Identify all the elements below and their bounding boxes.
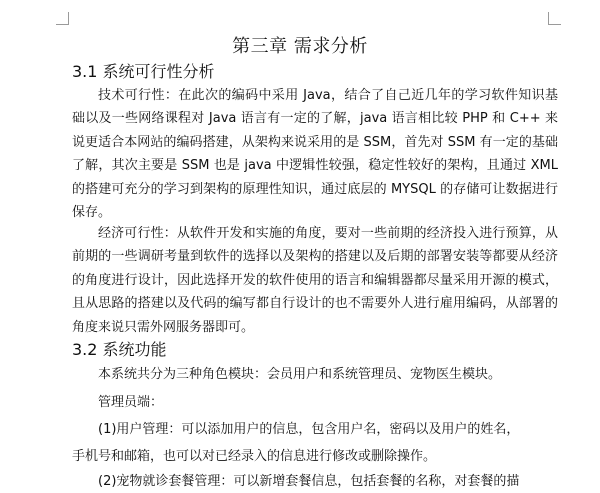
paragraph-roles-intro: 本系统共分为三种角色模块：会员用户和系统管理员、宠物医生模块。 xyxy=(98,367,502,382)
chapter-title: 第三章 需求分析 xyxy=(232,36,368,57)
section-heading-feasibility: 3.1 系统可行性分析 xyxy=(72,62,215,81)
list-item-package-management: (2)宠物就诊套餐管理：可以新增套餐信息，包括套餐的名称，对套餐的描 xyxy=(98,474,520,489)
list-item-user-management-continued: 手机号和邮箱，也可以对已经录入的信息进行修改或删除操作。 xyxy=(72,449,437,464)
crop-mark-top-left xyxy=(56,12,69,25)
crop-mark-top-right xyxy=(548,12,561,25)
paragraph-technical-feasibility: 技术可行性：在此次的编码中采用 Java，结合了自己近几年的学习软件知识基础以及一些网络课程对 Java 语言有一定的了解，java 语言相比较 PHP 和 C++ 来说更适合本网站的编码搭建，从架构来说采用的是 SSM，首先对 SSM 有一定的基础了解，其次主要是 SSM 也是 java 中逻辑性较强，稳定性较好的架构，且通过 XML 的搭建可充分的学习到架构的原理性知识，通过底层的 MYSQL 的存储可让数据进行保存。 xyxy=(72,88,558,221)
section-heading-system-functions: 3.2 系统功能 xyxy=(72,340,167,359)
paragraph-economic-feasibility: 经济可行性：从软件开发和实施的角度，要对一些前期的经济投入进行预算，从前期的一些调研考量到软件的选择以及架构的搭建以及后期的部署安装等都要从经济的角度进行设计，因此选择开发的软件使用的语言和编辑器都尽量采用开源的模式，且从思路的搭建以及代码的编写都自行设计的也不需要外人进行雇用编码，从部署的角度来说只需外网服务器即可。 xyxy=(72,226,558,335)
admin-label: 管理员端： xyxy=(98,395,164,410)
list-item-user-management: (1)用户管理：可以添加用户的信息，包含用户名，密码以及用户的姓名， xyxy=(98,422,520,437)
